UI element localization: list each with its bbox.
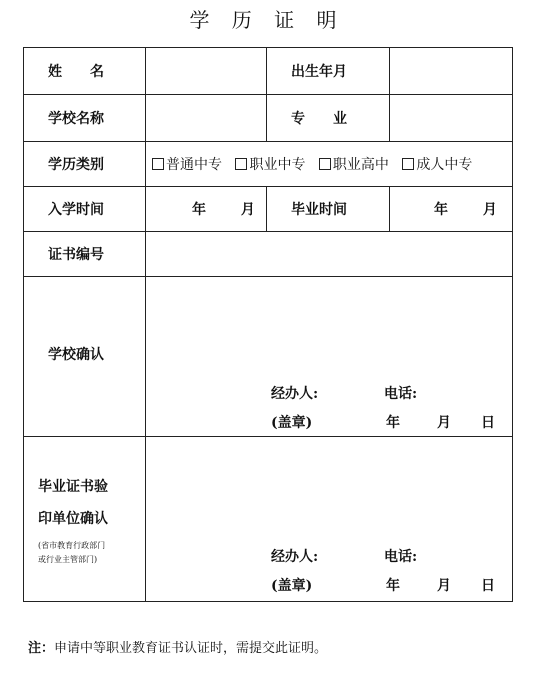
verify-day: 日: [481, 578, 495, 594]
edu-option-label: 普通中专: [166, 157, 222, 173]
name-label: 姓 名: [24, 48, 146, 95]
edu-option-1[interactable]: [235, 154, 305, 174]
verify-note-line2: 或行业主管部门): [38, 555, 98, 564]
grad-date-field[interactable]: [390, 187, 513, 232]
footnote-text: 申请中等职业教育证书认证时，需提交此证明。: [54, 641, 328, 656]
birth-field[interactable]: [390, 48, 513, 95]
school-field[interactable]: [146, 95, 267, 142]
certificate-form: [23, 47, 513, 602]
major-field[interactable]: [390, 95, 513, 142]
birth-label: 出生年月: [267, 48, 390, 95]
grad-label: 毕业时间: [267, 187, 390, 232]
seal-label: (盖章): [271, 415, 313, 431]
verify-month: 月: [437, 578, 451, 594]
checkbox-icon[interactable]: [152, 158, 164, 170]
handler-label: 经办人:: [271, 549, 319, 565]
edu-type-options: [146, 142, 513, 187]
grad-month: 月: [482, 202, 497, 218]
cert-field[interactable]: [146, 232, 513, 277]
school-confirm-label: 学校确认: [24, 277, 146, 437]
verify-label-cell: [24, 437, 146, 602]
school-label: 学校名称: [24, 95, 146, 142]
enroll-month: 月: [240, 202, 255, 218]
checkbox-icon[interactable]: [402, 158, 414, 170]
edu-option-label: 职业高中: [332, 157, 389, 173]
major-label: 专 业: [267, 95, 390, 142]
enroll-date-field[interactable]: [146, 187, 267, 232]
edu-option-3[interactable]: [402, 154, 472, 174]
checkbox-icon[interactable]: [319, 158, 331, 170]
handler-label: 经办人:: [271, 386, 319, 402]
seal-label: (盖章): [271, 578, 313, 594]
verify-year: 年: [386, 578, 400, 594]
edu-option-label: 成人中专: [416, 157, 473, 173]
confirm-year: 年: [386, 415, 400, 431]
footnote: [28, 637, 327, 656]
name-field[interactable]: [146, 48, 267, 95]
enroll-label: 入学时间: [24, 187, 146, 232]
phone-label: 电话:: [384, 549, 418, 565]
verify-confirm-area[interactable]: [146, 437, 513, 602]
enroll-year: 年: [192, 202, 206, 218]
verify-label-line2: 印单位确认: [38, 511, 108, 527]
edu-option-label: 职业中专: [249, 157, 306, 173]
edu-option-0[interactable]: [152, 154, 222, 174]
edu-option-2[interactable]: [319, 154, 389, 174]
school-confirm-area[interactable]: [146, 277, 513, 437]
footnote-prefix: 注：: [28, 641, 55, 656]
verify-label-line1: 毕业证书验: [38, 479, 108, 495]
cert-label: 证书编号: [24, 232, 146, 277]
edu-type-label: 学历类别: [24, 142, 146, 187]
confirm-month: 月: [437, 415, 451, 431]
confirm-day: 日: [481, 415, 495, 431]
checkbox-icon[interactable]: [235, 158, 247, 170]
verify-note-line1: (省市教育行政部门: [38, 541, 106, 550]
grad-year: 年: [434, 202, 448, 218]
page-title: 学 历 证 明: [189, 8, 345, 32]
phone-label: 电话:: [384, 386, 418, 402]
